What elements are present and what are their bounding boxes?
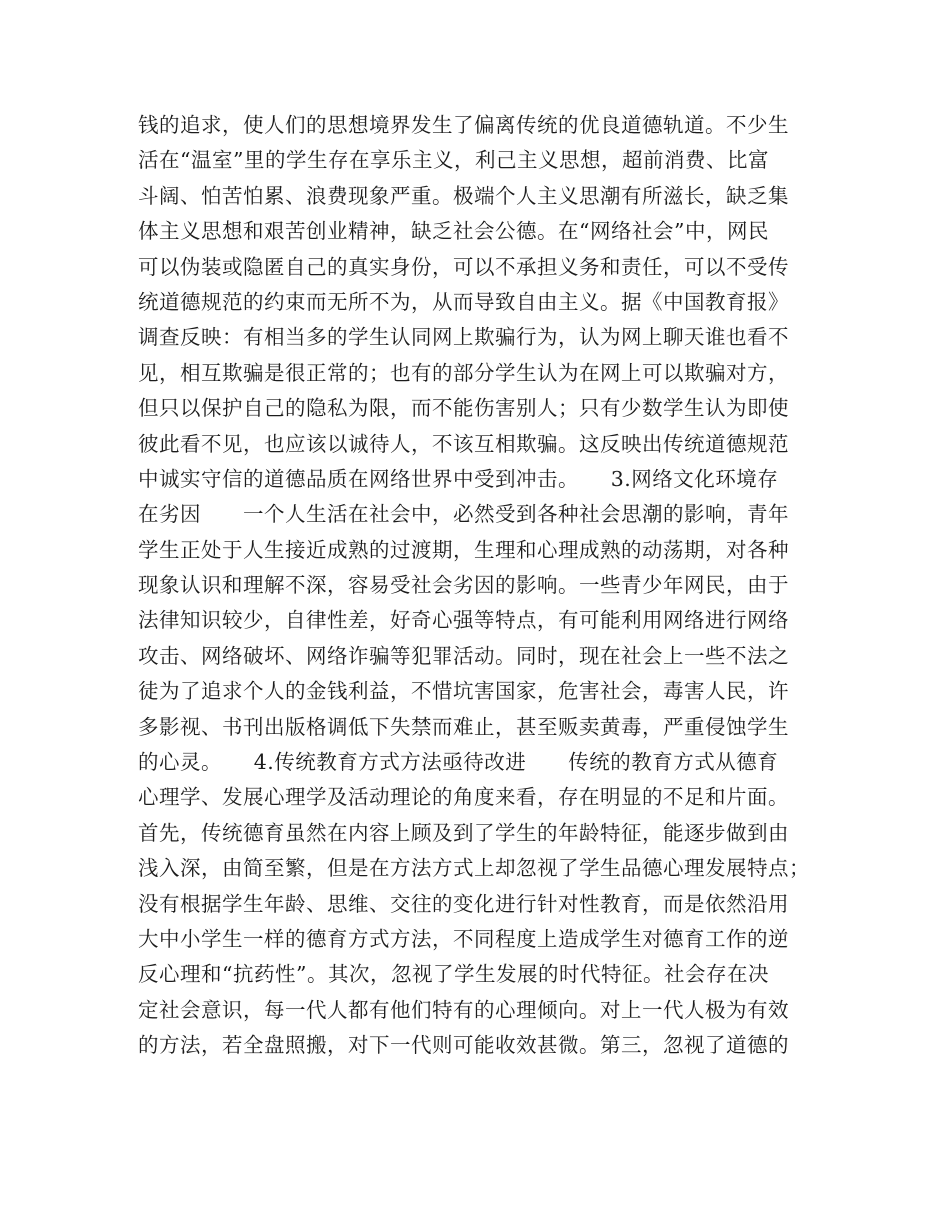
text-line: 心理学、发展心理学及活动理论的角度来看，存在明显的不足和片面。: [138, 785, 789, 810]
body-text: [138, 108, 828, 1064]
text-line: 可以伪装或隐匿自己的真实身份，可以不承担义务和责任，可以不受传: [138, 254, 789, 279]
text-line: 彼此看不见，也应该以诚待人，不该互相欺骗。这反映出传统道德规范: [138, 431, 789, 456]
text-line: 大中小学生一样的德育方式方法，不同程度上造成学生对德育工作的逆: [138, 926, 789, 951]
text-line: 在劣因 一个人生活在社会中，必然受到各种社会思潮的影响，青年: [138, 502, 789, 527]
text-line: 定社会意识，每一代人都有他们特有的心理倾向。对上一代人极为有效: [138, 997, 789, 1022]
text-line: 的方法，若全盘照搬，对下一代则可能收效甚微。第三，忽视了道德的: [138, 1033, 789, 1058]
text-line: 现象认识和理解不深，容易受社会劣因的影响。一些青少年网民，由于: [138, 573, 789, 598]
text-line: 调查反映：有相当多的学生认同网上欺骗行为，认为网上聊天谁也看不: [138, 325, 789, 350]
text-line: 见，相互欺骗是很正常的；也有的部分学生认为在网上可以欺骗对方，: [138, 360, 789, 385]
text-line: 首先，传统德育虽然在内容上顾及到了学生的年龄特征，能逐步做到由: [138, 820, 789, 845]
text-line: 的心灵。 4.传统教育方式方法亟待改进 传统的教育方式从德育: [138, 750, 779, 775]
text-line: 体主义思想和艰苦创业精神，缺乏社会公德。在“网络社会”中，网民: [138, 219, 769, 244]
text-line: 法律知识较少，自律性差，好奇心强等特点，有可能利用网络进行网络: [138, 608, 789, 633]
text-line: 徒为了追求个人的金钱利益，不惜坑害国家，危害社会，毒害人民，许: [138, 679, 789, 704]
text-line: 多影视、书刊出版格调低下失禁而难止，甚至贩卖黄毒，严重侵蚀学生: [138, 714, 789, 739]
text-line: 但只以保护自己的隐私为限，而不能伤害别人；只有少数学生认为即使: [138, 396, 789, 421]
text-line: 活在“温室”里的学生存在享乐主义，利己主义思想，超前消费、比富: [138, 148, 769, 173]
text-line: 攻击、网络破坏、网络诈骗等犯罪活动。同时，现在社会上一些不法之: [138, 643, 789, 668]
text-line: 没有根据学生年龄、思维、交往的变化进行针对性教育，而是依然沿用: [138, 891, 789, 916]
text-line: 钱的追求，使人们的思想境界发生了偏离传统的优良道德轨道。不少生: [138, 113, 789, 137]
text-line: 学生正处于人生接近成熟的过渡期，生理和心理成熟的动荡期，对各种: [138, 537, 789, 562]
text-line: 中诚实守信的道德品质在网络世界中受到冲击。 3.网络文化环境存: [138, 466, 779, 491]
text-line: 斗阔、怕苦怕累、浪费现象严重。极端个人主义思潮有所滋长，缺乏集: [138, 183, 789, 208]
text-line: 统道德规范的约束而无所不为，从而导致自由主义。据《中国教育报》: [138, 289, 789, 314]
text-line: 反心理和“抗药性”。其次，忽视了学生发展的时代特征。社会存在决: [138, 962, 769, 987]
text-line: 浅入深，由简至繁，但是在方法方式上却忽视了学生品德心理发展特点；: [138, 856, 810, 881]
